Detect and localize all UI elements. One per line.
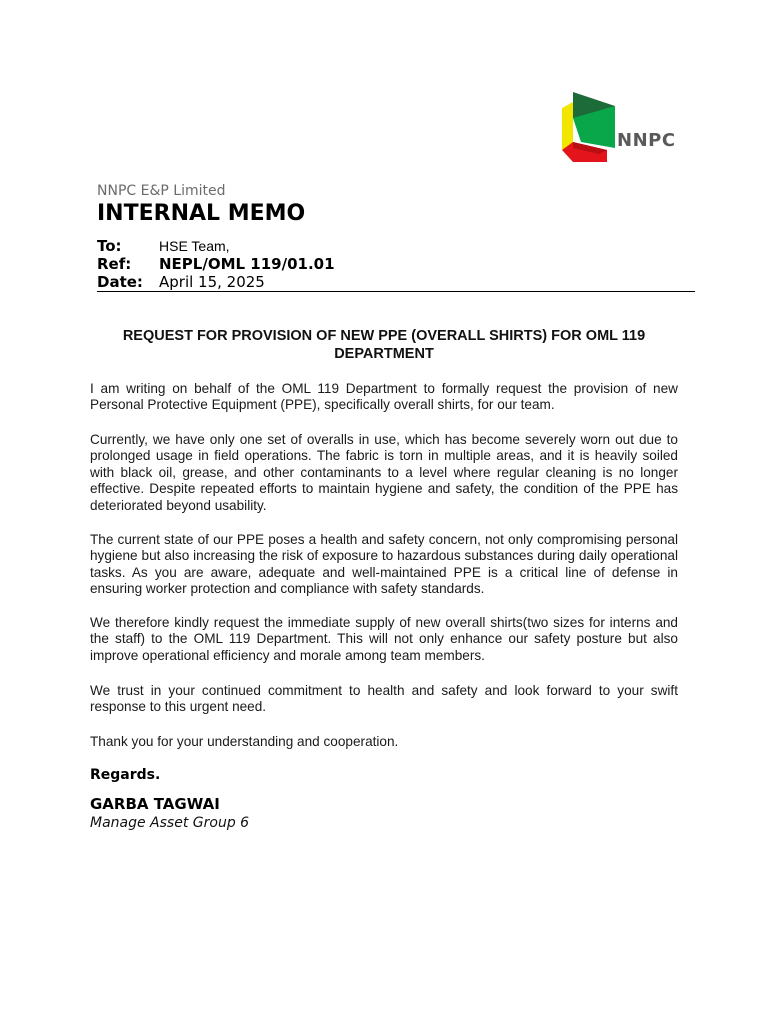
body-paragraph-5: We trust in your continued commitment to health and safety and look forward to your swift response to this urgent need. [90, 683, 678, 715]
signatory-title: Manage Asset Group 6 [90, 815, 250, 831]
ref-value: NEPL/OML 119/01.01 [159, 255, 335, 273]
nnpc-logo-icon [559, 92, 619, 164]
body-paragraph-3: The current state of our PPE poses a health and safety concern, not only compromising personal hygiene but also increasing the risk of exposure to hazardous substances during daily operational tasks. As you are aware, adequate and well-maintained PPE is a critical line of defense in ensuring worker protection and compliance with safety standards. [90, 532, 678, 597]
company-logo [559, 92, 679, 164]
date-label: Date: [97, 273, 143, 291]
memo-title: INTERNAL MEMO [97, 201, 306, 226]
body-paragraph-1: I am writing on behalf of the OML 119 Department to formally request the provision of new Personal Protective Equipment (PPE), specifically overall shirts, for our team. [90, 381, 678, 413]
date-value: April 15, 2025 [159, 273, 265, 291]
logo-wordmark: NNPC [617, 130, 676, 151]
body-paragraph-2: Currently, we have only one set of overalls in use, which has become severely worn out due to prolonged usage in field operations. The fabric is torn in multiple areas, and it is heavily soiled with black oil, grease, and other contaminants to a level where regular cleaning is no longer effective. Despite repeated efforts to maintain hygiene and safety, the condition of the PPE has deteriorated beyond usability. [90, 432, 678, 513]
memo-subject: REQUEST FOR PROVISION OF NEW PPE (OVERALL SHIRTS) FOR OML 119 DEPARTMENT [122, 328, 646, 362]
company-name: NNPC E&P Limited [97, 183, 226, 199]
body-paragraph-4: We therefore kindly request the immediate supply of new overall shirts(two sizes for interns and the staff) to the OML 119 Department. This will not only enhance our safety posture but also improve operational efficiency and morale among team members. [90, 615, 678, 663]
header-divider [97, 291, 695, 292]
ref-label: Ref: [97, 255, 132, 273]
closing-regards: Regards. [90, 767, 161, 783]
body-paragraph-6: Thank you for your understanding and cooperation. [90, 734, 399, 749]
to-value: HSE Team, [159, 238, 230, 254]
to-label: To: [97, 237, 122, 255]
signatory-name: GARBA TAGWAI [90, 795, 220, 813]
